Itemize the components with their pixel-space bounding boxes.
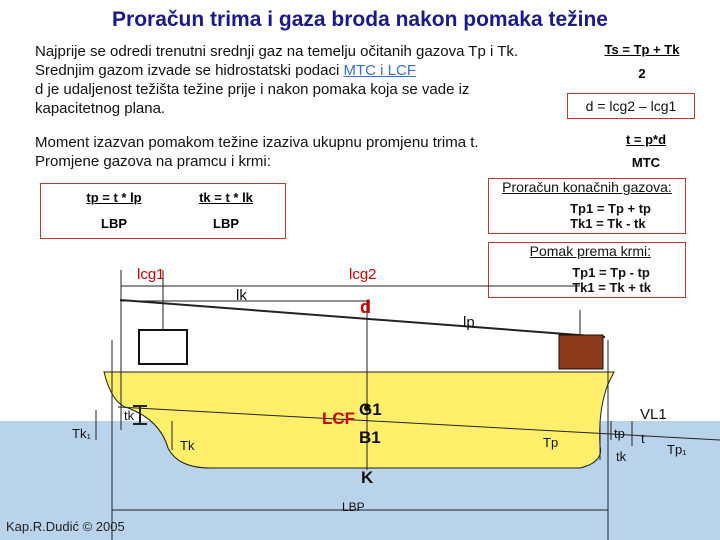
intro-line-4: kapacitetnog plana. bbox=[35, 100, 166, 117]
final-line-2: Tk1 = Tk - tk bbox=[570, 216, 646, 231]
tk-label: tk bbox=[124, 408, 135, 423]
moment-line-2: Promjene gazova na pramcu i krmi: bbox=[35, 153, 271, 170]
final-heading: Proračun konačnih gazova: bbox=[502, 179, 672, 195]
ts-denominator: 2 bbox=[638, 66, 646, 81]
t-numerator: t = p*d bbox=[625, 132, 667, 147]
tk1-label: Tk₁ bbox=[72, 426, 91, 441]
lk-label: lk bbox=[236, 287, 247, 304]
bow-line-2: Tk1 = Tk + tk bbox=[572, 280, 651, 295]
footer-credit: Kap.R.Dudić © 2005 bbox=[6, 519, 125, 534]
lbp-label: LBP bbox=[342, 500, 365, 514]
mtc-lcf-link[interactable]: MTC i LCF bbox=[343, 62, 416, 79]
lcf-label: LCF bbox=[322, 409, 356, 428]
bow-heading: Pomak prema krmi: bbox=[529, 243, 651, 259]
tk-bow-label: tk bbox=[616, 449, 627, 464]
weight-after bbox=[559, 335, 603, 369]
tk-denominator: LBP bbox=[213, 216, 239, 231]
d-formula: d = lcg2 – lcg1 bbox=[585, 98, 677, 114]
tp1-label: Tp₁ bbox=[667, 442, 687, 457]
t-label: t bbox=[641, 431, 645, 446]
intro-line-2: Srednjim gazom izvade se hidrostatski podaci MTC i LCF bbox=[35, 62, 416, 79]
intro-line-1: Najprije se odredi trenutni srednji gaz na temelju očitanih gazova Tp i Tk. bbox=[35, 43, 519, 60]
tk-numerator: tk = t * lk bbox=[199, 190, 253, 205]
vl1-label: VL1 bbox=[640, 406, 667, 423]
lp-label: lp bbox=[463, 314, 475, 331]
page-title: Proračun trima i gaza broda nakon pomaka težine bbox=[112, 8, 608, 31]
k-label: K bbox=[361, 468, 374, 487]
final-line-1: Tp1 = Tp + tp bbox=[570, 201, 651, 216]
b1-label: B1 bbox=[359, 428, 381, 447]
tp-label: tp bbox=[614, 426, 625, 441]
tk-draft-label: Tk bbox=[180, 438, 195, 453]
lcg2-label: lcg2 bbox=[349, 266, 377, 283]
g1-label: G1 bbox=[359, 400, 382, 419]
tp-draft-label: Tp bbox=[543, 435, 559, 450]
tp-numerator: tp = t * lp bbox=[86, 190, 142, 205]
tp-denominator: LBP bbox=[101, 216, 127, 231]
d-label: d bbox=[360, 297, 371, 317]
lcg1-label: lcg1 bbox=[137, 266, 165, 283]
bow-line-1: Tp1 = Tp - tp bbox=[572, 265, 650, 280]
t-denominator: MTC bbox=[631, 155, 661, 170]
moment-line-1: Moment izazvan pomakom težine izaziva ukupnu promjenu trima t. bbox=[35, 134, 479, 151]
ts-numerator: Ts = Tp + Tk bbox=[604, 42, 680, 57]
intro-line-3: d je udaljenost težišta težine prije i nakon pomaka koja se vade iz bbox=[35, 81, 470, 98]
weight-before bbox=[139, 330, 187, 364]
